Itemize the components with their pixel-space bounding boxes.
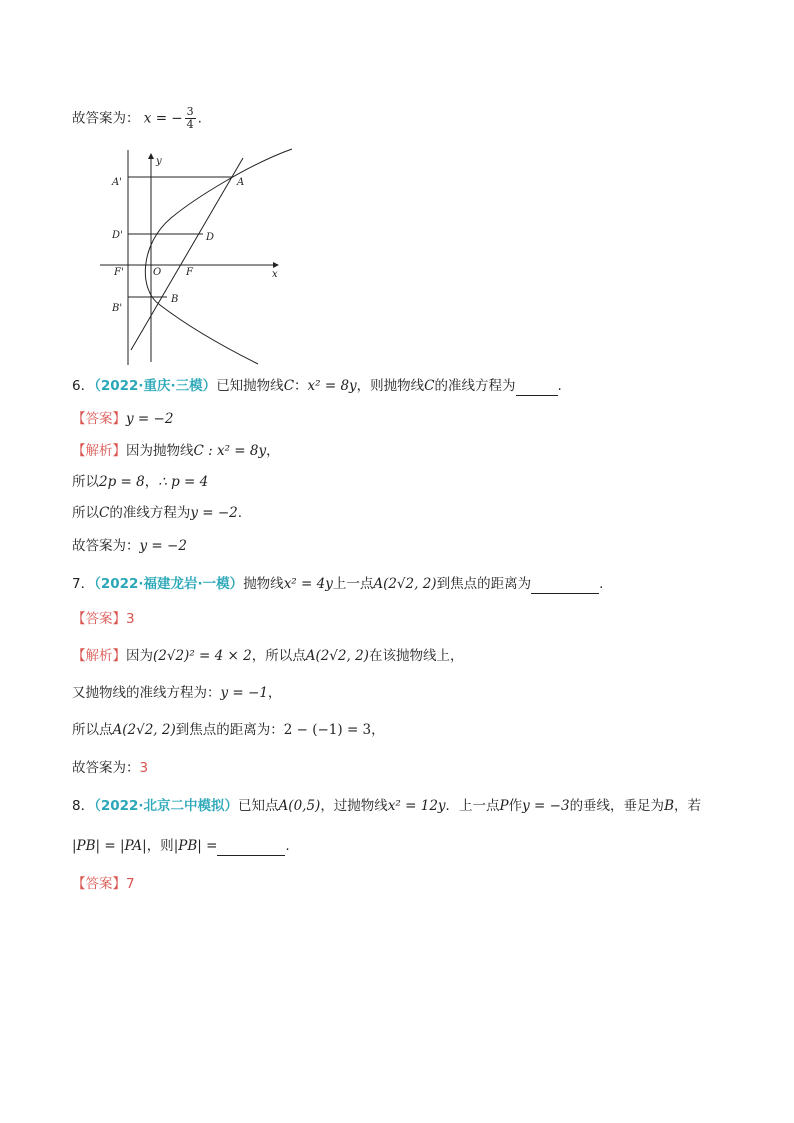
text: ： (294, 378, 308, 394)
text: 又抛物线的准线方程为： (72, 685, 221, 701)
text: 的垂线，垂足为 (569, 798, 665, 814)
text: ．上一点 (445, 798, 500, 814)
text: 所以点 (72, 722, 113, 738)
period: . (557, 378, 562, 394)
label-D1: D' (112, 230, 123, 241)
math: y = −2 (139, 538, 187, 554)
q8-line2 (72, 836, 290, 856)
math: 2 − (−1) = 3 (283, 722, 372, 738)
text: 在该抛物线上， (368, 648, 464, 664)
period: . (599, 576, 604, 592)
label-B: B (171, 294, 179, 305)
text: 已知点 (238, 798, 279, 814)
text: 因为 (126, 648, 153, 664)
text: 所以 (72, 505, 99, 521)
math: A(2√2, 2) (112, 722, 176, 738)
math: A(2√2, 2) (305, 648, 369, 664)
text: ， (267, 685, 282, 701)
text: ，所以点 (251, 648, 306, 664)
text: ， (266, 443, 280, 459)
q7-final (72, 758, 148, 778)
text: 的准线方程为 (109, 505, 191, 521)
math: P (499, 798, 509, 814)
fraction-denominator: 4 (186, 118, 194, 131)
math: C : x² = 8y (193, 443, 267, 459)
math: x² = 12y (387, 798, 446, 814)
fraction-numerator: 3 (186, 105, 194, 118)
q6-step1 (72, 472, 208, 492)
q6-step2 (72, 503, 242, 523)
math: x² = 8y (307, 378, 357, 394)
label-A1: A' (112, 177, 122, 188)
text: ，则抛物线 (356, 378, 425, 394)
math: C (283, 378, 295, 394)
math: A(2√2, 2) (373, 576, 437, 592)
period: . (197, 110, 202, 127)
text: 上一点 (332, 576, 374, 592)
answer-blank (531, 579, 599, 594)
question-source: （2022·北京二中模拟） (94, 798, 239, 814)
math: y = −3 (522, 798, 570, 814)
math: y = −1 (220, 685, 268, 701)
math: |PB| = |PA| (72, 838, 147, 854)
q6-final (72, 536, 187, 556)
math: 2p = 8 (99, 474, 145, 490)
text: 已知抛物线 (216, 378, 284, 394)
q6-answer (72, 409, 173, 429)
math: |PB| = (173, 838, 218, 854)
text: 所以 (72, 474, 99, 490)
analysis-tag: 【解析】 (72, 443, 126, 459)
q7-step2 (72, 720, 385, 740)
q8-answer (72, 874, 135, 894)
period: . (285, 838, 290, 854)
text: 的准线方程为 (434, 378, 516, 394)
label-B1: B' (112, 303, 123, 314)
label-A: A (237, 177, 245, 188)
text: ， (371, 722, 385, 738)
answer-blank (217, 841, 285, 856)
label-y: y (156, 156, 162, 167)
text: ， (144, 474, 159, 490)
text: 作 (508, 798, 523, 814)
parabola-figure (100, 140, 310, 370)
question-source: （2022·福建龙岩·一模） (94, 576, 244, 592)
answer-value: 3 (126, 611, 135, 627)
text: 到焦点的距离为： (175, 722, 284, 738)
math: ∴ p = 4 (158, 474, 209, 490)
math: (2√2)² = 4 × 2 (153, 648, 252, 664)
math: x² = 4y (283, 576, 333, 592)
text: ，过抛物线 (320, 798, 388, 814)
answer-value: 3 (139, 760, 149, 776)
question-6 (72, 376, 562, 396)
text: 到焦点的距离为 (436, 576, 532, 592)
question-number: 7． (72, 576, 95, 592)
answer-value: 7 (126, 876, 135, 892)
text: ，若 (673, 798, 701, 814)
period: . (237, 505, 243, 521)
answer-tag: 【答案】 (72, 876, 126, 892)
text: 故答案为： (72, 760, 140, 776)
answer-prefix: 故答案为： (72, 110, 140, 127)
label-O: O (153, 267, 162, 278)
question-7 (72, 574, 603, 594)
math: A(0,5) (278, 798, 321, 814)
answer-blank (516, 381, 558, 396)
math: y = −2 (190, 505, 238, 521)
math: y = −2 (126, 411, 174, 427)
text: 因为抛物线 (126, 443, 194, 459)
answer-tag: 【答案】 (72, 611, 126, 627)
fraction (185, 106, 196, 131)
label-F1: F' (114, 267, 124, 278)
parabola-curve (145, 149, 292, 364)
answer-line-q5 (72, 106, 202, 131)
label-x: x (272, 269, 278, 280)
q6-analysis (72, 441, 280, 461)
label-D: D (206, 232, 215, 243)
text: ，则 (146, 838, 174, 854)
q7-step1 (72, 683, 281, 703)
answer-tag: 【答案】 (72, 411, 126, 427)
text: 抛物线 (243, 576, 284, 592)
question-number: 6． (72, 378, 95, 394)
question-number: 8． (72, 798, 95, 814)
math: B (664, 798, 674, 814)
math: C (99, 505, 110, 521)
question-source: （2022·重庆·三模） (94, 378, 217, 394)
analysis-tag: 【解析】 (72, 648, 126, 664)
q7-answer (72, 609, 135, 629)
math: C (424, 378, 435, 394)
question-8 (72, 796, 701, 816)
answer-math: x = − (143, 110, 183, 127)
q7-analysis (72, 646, 463, 666)
label-F: F (186, 267, 193, 278)
text: 故答案为： (72, 538, 140, 554)
